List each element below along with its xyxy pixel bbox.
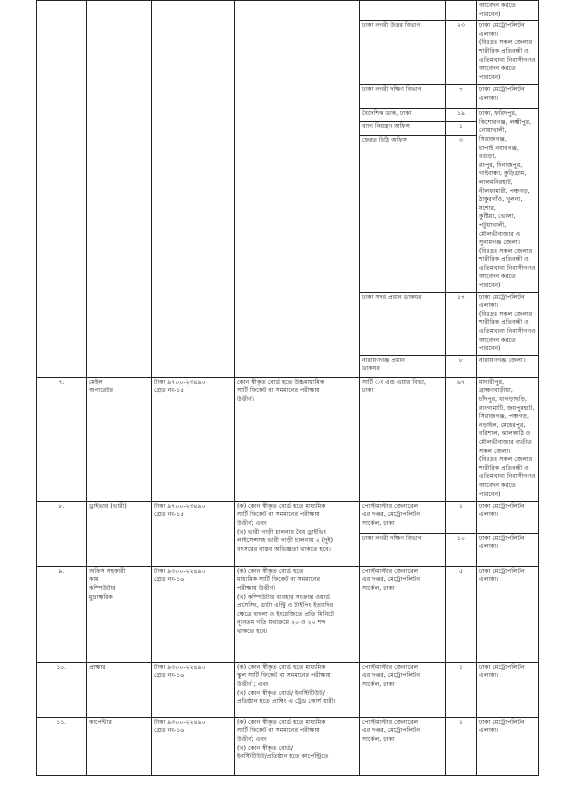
post-count-cell: ১	[446, 717, 477, 775]
post-cell	[87, 1, 152, 378]
area-cell: নারায়ণগঞ্জ জেলা।	[477, 355, 539, 377]
qualification-cell: (ক) কোন স্বীকৃত বোর্ড হতে মাধ্যমিক সার্টি ফিকেট বা সমমানের পরীক্ষায় উত্তীর্ণ; এবং (খ) কোন স্বীকৃত বোর্ড/ ইনস্টিটিউট/প্রতিষ্ঠান হতে কার্পেন্ট্রিতে	[235, 717, 360, 775]
office-cell: পোস্টমাস্টার জেনারেল এর দপ্তর, মেট্রোপলিটন সার্কেল, ঢাকা	[360, 717, 446, 775]
table-row	[37, 717, 539, 775]
serial-cell	[37, 1, 87, 378]
office-cell	[360, 1, 446, 21]
pay-scale-cell: টাকা ৯৩০০-২২৪৯০ গ্রেড নং-১৬	[152, 717, 235, 775]
post-count-cell: ৭	[446, 85, 477, 109]
area-cell: ঢাকা মেট্রোপলিটন এলাকা।	[477, 533, 539, 566]
pay-scale-cell: টাকা ৯৭০০-২৩৪৯০ গ্রেড নং-১৫	[152, 377, 235, 501]
qualification-cell: (ক) কোন স্বীকৃত বোর্ড হতে মাধ্যমিক সার্টি ফিকেট বা সমমানের পরীক্ষায় উত্তীর্ণ। (খ) কম্পিউটার ব্যবহার সংক্রান্ত ওয়ার্ড প্রসেসিং, ডাটা এন্ট্রি ও টাইপিং ইত্যাদির ক্ষেত্রে বাংলা ও ইংরেজিতে প্রতি মিনিটে ন্যূনতম গতি যথাক্রমে ২০ ও ২০ শব্দ থাকতে হবে।	[235, 566, 360, 662]
table-row	[37, 566, 539, 662]
qualification-cell	[235, 1, 360, 378]
pay-scale-cell: টাকা ৯৩০০-২২৪৯০ গ্রেড নং-১৬	[152, 662, 235, 717]
serial-cell: ৯.	[37, 566, 87, 662]
qualification-cell: (ক) কোন স্বীকৃত বোর্ড হতে মাধ্যমিক স্কুল সার্টি ফিকেট বা সমমানের পরীক্ষায় উত্তীর্ণ ; এবং (খ) কোন স্বীকৃত বোর্ড/ ইনস্টিটিউট/ প্রতিষ্ঠান হতে প্রাম্বিং এ ট্রেড কোর্স ধারী।	[235, 662, 360, 717]
recruitment-table	[36, 0, 539, 776]
office-cell: পোস্টমাস্টার জেনারেল এর দপ্তর, মেট্রোপলিটন সার্কেল, ঢাকা	[360, 662, 446, 717]
post-count-cell: ১	[446, 662, 477, 717]
post-cell: অফিস সহকারী কাম কম্পিউটার মুদ্রাক্ষরিক	[87, 566, 152, 662]
table-row	[37, 662, 539, 717]
serial-cell: ১১.	[37, 717, 87, 775]
area-cell: মাদারীপুর, ব্রাহ্মণবাড়ীয়া, চাঁদপুর, খাগড়াছড়ি, রাংগামাটি, জয়পুরহাট, সিরাজগঞ্জ, পঞ্চগড়, নড়াইল, মেহেরপুর, বরিশাল, ঝালকাঠি ও মৌলভীবাজার ব্যতীত সকল জেলা। (বিঃদ্রঃ সকল জেলার শারীরিক প্রতিবন্ধী ও এতিমখানা নিবাসীগণও আবেদন করতে পারবেন)	[477, 377, 539, 501]
office-cell: পোস্টমাস্টার জেনারেল এর দপ্তর, মেট্রোপলিটন সার্কেল, ঢাকা	[360, 501, 446, 533]
area-cell: ঢাকা, ফরিদপুর, কিশোরগঞ্জ, লক্ষ্মীপুর, নোয়াখালী, সিরাজগঞ্জ, চাপাই নবাবগঞ্জ, বগুড়া, রংপুর, দিনাজপুর, গাইবান্ধা, কুড়িগ্রাম, লালমনিরহাট, নীলফামারী, পঞ্চগড়, ঠাকুরগাঁও, খুলনা, যশোর, কুষ্টিয়া, ভোলা, পটুয়াখালী, মৌলভীবাজার ও সুনামগঞ্জ জেলা। (বিঃদ্রঃ সকল জেলার শারীরিক প্রতিবন্ধী ও এতিমখানা নিবাসীগণও আবেদন করতে পারবেন)	[477, 109, 539, 292]
table-row	[37, 377, 539, 501]
office-cell: বৈদেশিক ডাক, ঢাকা	[360, 109, 446, 122]
post-count-cell: ১০	[446, 533, 477, 566]
post-count-cell: ৮	[446, 355, 477, 377]
post-count-cell	[446, 1, 477, 21]
area-cell: আবেদন করতে পারবেন)	[477, 1, 539, 21]
area-cell: ঢাকা মেট্রোপলিটন এলাকা। (বিঃদ্রঃ সকল জেলার শারীরিক প্রতিবন্ধী ও এতিমখানা নিবাসীগণও আবেদন করতে পারবেন)	[477, 292, 539, 355]
area-cell: ঢাকা মেট্রোপলিটন এলাকা। (বিঃদ্রঃ সকল জেলার শারীরিক প্রতিবন্ধী ও এতিমখানা নিবাসীগণও আবেদন করতে পারবেন)	[477, 21, 539, 85]
post-count-cell: ২৩	[446, 21, 477, 85]
area-cell: ঢাকা মেট্রোপলিটন এলাকা।	[477, 501, 539, 533]
area-cell: ঢাকা মেট্রোপলিটন এলাকা।	[477, 85, 539, 109]
document-page	[36, 0, 538, 776]
pay-scale-cell	[152, 1, 235, 378]
office-cell: পোস্টমাস্টার জেনারেল এর দপ্তর, মেট্রোপলিটন সার্কেল, ঢাকা	[360, 566, 446, 662]
area-cell: ঢাকা মেট্রোপলিটন এলাকা।	[477, 717, 539, 775]
pay-scale-cell: টাকা ৯৭০০-২৩৪৯০ গ্রেড নং-১৫	[152, 501, 235, 566]
post-cell: প্রাক্ষার	[87, 662, 152, 717]
table-row	[37, 1, 539, 21]
post-count-cell: ১৯	[446, 109, 477, 122]
office-cell: সার্টি ং এন্ড এয়ার বিভা, ঢাকা	[360, 377, 446, 501]
office-cell: ব্যাগ নিয়ন্ত্রণ অফিস	[360, 122, 446, 135]
office-cell: ঢাকা নগরী দক্ষিণ বিভাগ	[360, 533, 446, 566]
post-count-cell: ১	[446, 501, 477, 533]
serial-cell: ১০.	[37, 662, 87, 717]
serial-cell: ৭.	[37, 377, 87, 501]
post-cell: ড্রাইভার (ভারী)	[87, 501, 152, 566]
post-count-cell: ১৭	[446, 292, 477, 355]
area-cell: ঢাকা মেট্রোপলিটন এলাকা।	[477, 662, 539, 717]
post-count-cell: ৩	[446, 135, 477, 292]
office-cell: ঢাকা সদর প্রধান ডাকঘর	[360, 292, 446, 355]
area-cell: ঢাকা মেট্রোপলিটন এলাকা।	[477, 566, 539, 662]
office-cell: ঢাকা নগরী দক্ষিণ বিভাগ	[360, 85, 446, 109]
office-cell: ঢাকা নগরী উত্তর বিভাগ	[360, 21, 446, 85]
office-cell: ফেরত চিঠি অফিস	[360, 135, 446, 292]
qualification-cell: কোন স্বীকৃত বোর্ড হতে উচ্চমাধ্যমিক সার্টি ফিকেট বা সমমানের পরীক্ষায় উত্তীর্ণ।	[235, 377, 360, 501]
post-cell: মেইল অপারেটর	[87, 377, 152, 501]
post-count-cell: ৬৭	[446, 377, 477, 501]
table-row	[37, 501, 539, 533]
office-cell: নারায়ণগঞ্জ প্রধান ডাকঘর	[360, 355, 446, 377]
post-cell: কার্পেন্টার	[87, 717, 152, 775]
qualification-cell: (ক) কোন স্বীকৃত বোর্ড হতে মাধ্যমিক সার্টি ফিকেট বা সমমানের পরীক্ষায় উত্তীর্ণ; এবং (খ) ভারী গাড়ী চালনার বৈধ ড্রাইভিং লাইসেন্সসহ ভারী গাড়ী চালনায় ২ (দুই) বৎসরের বাস্তব অভিজ্ঞতা থাকতে হবে।	[235, 501, 360, 566]
pay-scale-cell: টাকা ৯৩০০-২২৪৯০ গ্রেড নং-১৬	[152, 566, 235, 662]
post-count-cell: ৫	[446, 566, 477, 662]
post-count-cell: ১	[446, 122, 477, 135]
serial-cell: ৮.	[37, 501, 87, 566]
